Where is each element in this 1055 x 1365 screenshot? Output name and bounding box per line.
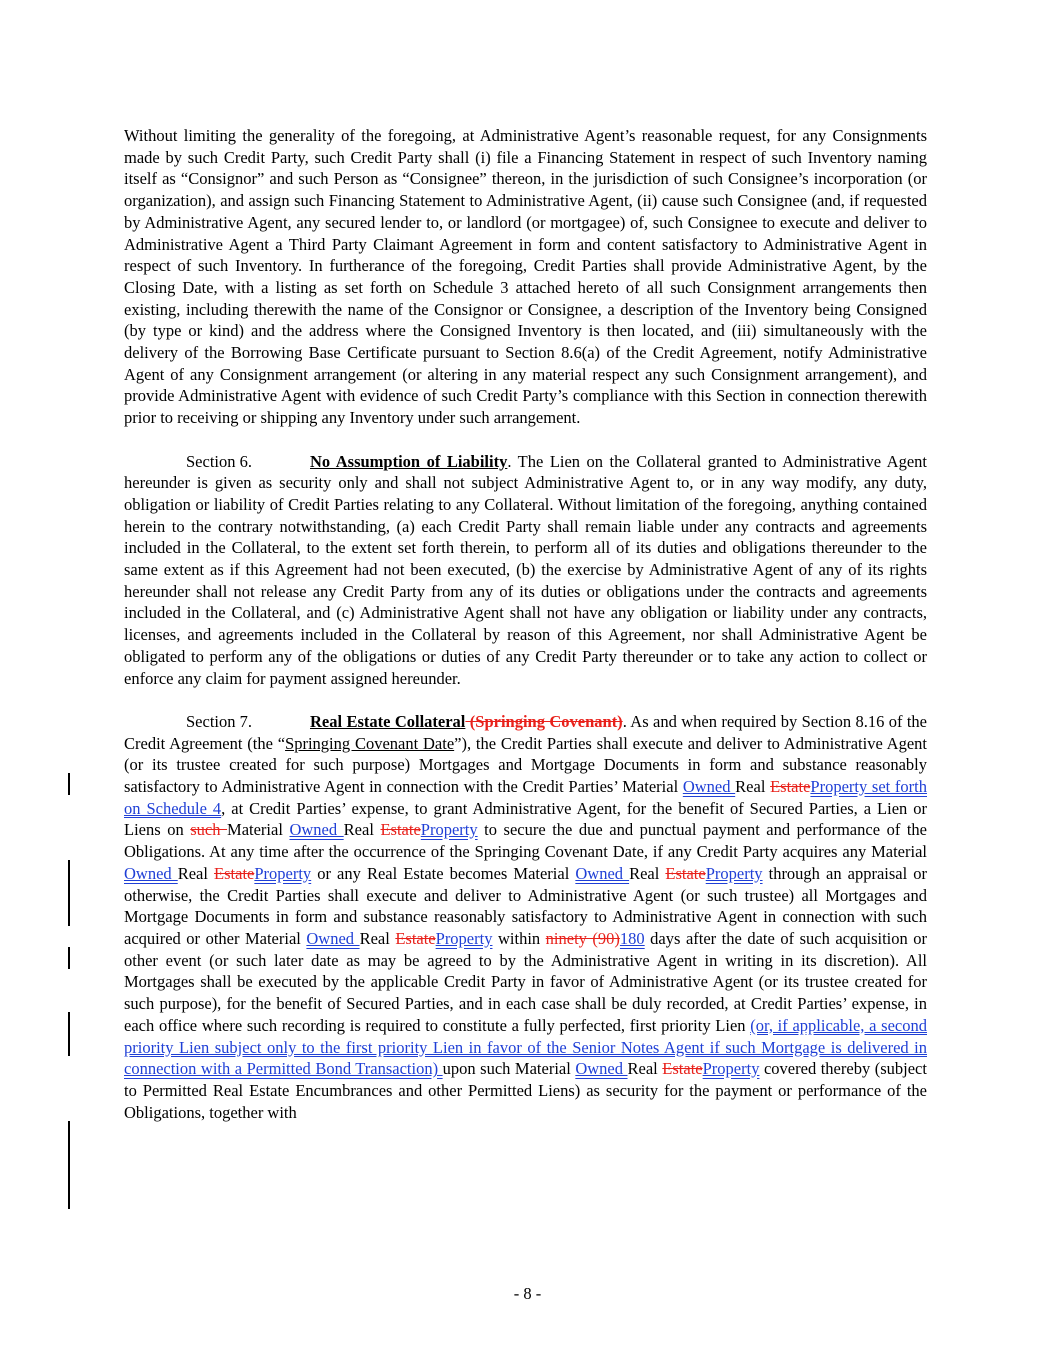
change-bar bbox=[68, 1012, 70, 1056]
section-7-paragraph: Section 7. Real Estate Collateral (Springing Covenant). As and when required by Section 8.16 of the Credit Agreement (the “Springing Covenant Date”), the Credit Parties shall execute and deliver to Administrative Agent (or its trustee created for such purpose) Mortgages and Mortgage Documents in form and substance reasonably satisfactory to Administrative Agent in connection with the Credit Parties’ Material Owned Real EstateProperty set forth on Schedule 4, at Credit Parties’ expense, to grant Administrative Agent, for the benefit of Secured Parties, a Lien or Liens on such Material Owned Real EstateProperty to secure the due and punctual payment and performance of the Obligations. At any time after the occurrence of the Springing Covenant Date, if any Credit Party acquires any Material Owned Real EstateProperty or any Real Estate becomes Material Owned Real EstateProperty through an appraisal or otherwise, the Credit Parties shall execute and deliver to Administrative Agent (or such trustee) all Mortgages and Mortgage Documents in form and substance reasonably satisfactory to Administrative Agent in connection with such acquired or other Material Owned Real EstateProperty within ninety (90)180 days after the date of such acquisition or other event (or such later date as may be agreed to by the Administrative Agent in writing in its discretion). All Mortgages shall be executed by the applicable Credit Party in favor of Administrative Agent (or its trustee created for such purpose), for the benefit of Secured Parties, and in each case shall be duly recorded, at Credit Parties’ expense, in each office where such recording is required to constitute a fully perfected, first priority Lien (or, if applicable, a second priority Lien subject only to the first priority Lien in favor of the Senior Notes Agent if such Mortgage is delivered in connection with a Permitted Bond Transaction) upon such Material Owned Real EstateProperty covered thereby (subject to Permitted Real Estate Encumbrances and other Permitted Liens) as security for the payment or performance of the Obligations, together with bbox=[124, 711, 928, 1122]
inserted-text: Owned bbox=[575, 1059, 628, 1079]
inserted-text: Property bbox=[420, 820, 478, 840]
section-number: Section 7. bbox=[186, 711, 252, 731]
paragraph-consignment: Without limiting the generality of the foregoing, at Administrative Agent’s reasonable request, for any Consignments made by such Credit Party, such Credit Party shall (i) file a Financing Statement in respect of such Inventory naming itself as “Consignor” and such Person as “Consignee” thereon, in the jurisdiction of such Consignee’s incorporation (or organization), and assign such Financing Statement to Administrative Agent, (ii) cause such Consignee (and, if requested by Administrative Agent, any secured lender to, or landlord (or mortgagee) of, such Consignee to execute and deliver to Administrative Agent a Third Party Claimant Agreement in form and content satisfactory to Administrative Agent in respect of such Inventory. In furtherance of the foregoing, Credit Parties shall provide Administrative Agent, by the Closing Date, with a listing as set forth on Schedule 3 attached hereto of all such Consignment arrangements then existing, including therewith the name of the Consignor or Consignee, a description of the Inventory being Consigned (by type or kind) and the address where the Consigned Inventory is then located, and (iii) simultaneously with the delivery of the Borrowing Base Certificate pursuant to Section 8.6(a) of the Credit Agreement, notify Administrative Agent of any Consignment arrangement (or altering in any material respect any such Consignment arrangement), and provide Administrative Agent with evidence of such Credit Party’s compliance with this Section in connection therewith prior to receiving or shipping any Inventory under such arrangement. bbox=[124, 126, 927, 428]
deleted-text: Estate bbox=[662, 1059, 703, 1079]
change-bar bbox=[68, 860, 70, 926]
inserted-text: Property bbox=[254, 863, 312, 883]
deleted-text: Estate bbox=[214, 863, 255, 883]
deleted-text: such bbox=[190, 820, 228, 840]
inserted-text: Property bbox=[705, 863, 763, 883]
section-number: Section 6. bbox=[186, 451, 252, 471]
deleted-text: Estate bbox=[770, 777, 811, 797]
deleted-text: Estate bbox=[665, 863, 706, 883]
deleted-text: Estate bbox=[380, 820, 421, 840]
deleted-text: Estate bbox=[395, 928, 436, 948]
inserted-text: Owned bbox=[575, 863, 630, 883]
inserted-text: Owned bbox=[306, 928, 360, 948]
inserted-text: (or, if applicable, a second priority Lien subject only to the first priority Lien in favor of the Senior Notes Agent if such Mortgage is delivered in connection with a Permitted Bond Transaction) bbox=[124, 1015, 927, 1079]
inserted-text: Property bbox=[435, 928, 493, 948]
deleted-text: (Springing Covenant) bbox=[465, 711, 623, 731]
document-body bbox=[124, 125, 927, 1123]
change-bar bbox=[68, 1121, 70, 1209]
section-heading: Real Estate Collateral bbox=[310, 711, 466, 731]
page-number: - 8 - bbox=[513, 1284, 542, 1303]
defined-term: Springing Covenant Date bbox=[285, 733, 455, 753]
change-bar bbox=[68, 947, 70, 969]
change-bar bbox=[68, 773, 70, 795]
inserted-text: Owned bbox=[289, 820, 344, 840]
section-heading: No Assumption of Liability bbox=[310, 451, 508, 471]
section-6-paragraph: Section 6. No Assumption of Liability. The Lien on the Collateral granted to Administrative Agent hereunder is given as security only and shall not subject Administrative Agent to, or in any way modify, any duty, obligation or liability of Credit Parties relating to any Collateral. Without limitation of the foregoing, anything contained herein to the contrary notwithstanding, (a) each Credit Party shall remain liable under any contracts and agreements included in the Collateral, to the extent set forth therein, to perform all of its duties and obligations thereunder to the same extent as if this Agreement had not been executed, (b) the exercise by Administrative Agent of any of its rights hereunder shall not release any Credit Party from any of its duties or obligations under the contracts and agreements included in the Collateral, and (c) Administrative Agent shall not have any obligation or liability under any contracts, licenses, and agreements included in the Collateral by reason of this Agreement, nor shall Administrative Agent be obligated to perform any of the obligations or duties of any Credit Party thereunder or to take any action to collect or enforce any claim for payment assigned hereunder. bbox=[124, 451, 928, 688]
inserted-text: Property set forth on Schedule 4 bbox=[124, 777, 927, 818]
inserted-text: Property bbox=[702, 1059, 760, 1079]
inserted-text: Owned bbox=[682, 777, 736, 797]
deleted-text: ninety (90) bbox=[545, 928, 620, 948]
inserted-text: Owned bbox=[124, 863, 178, 883]
inserted-text: 180 bbox=[619, 928, 645, 948]
